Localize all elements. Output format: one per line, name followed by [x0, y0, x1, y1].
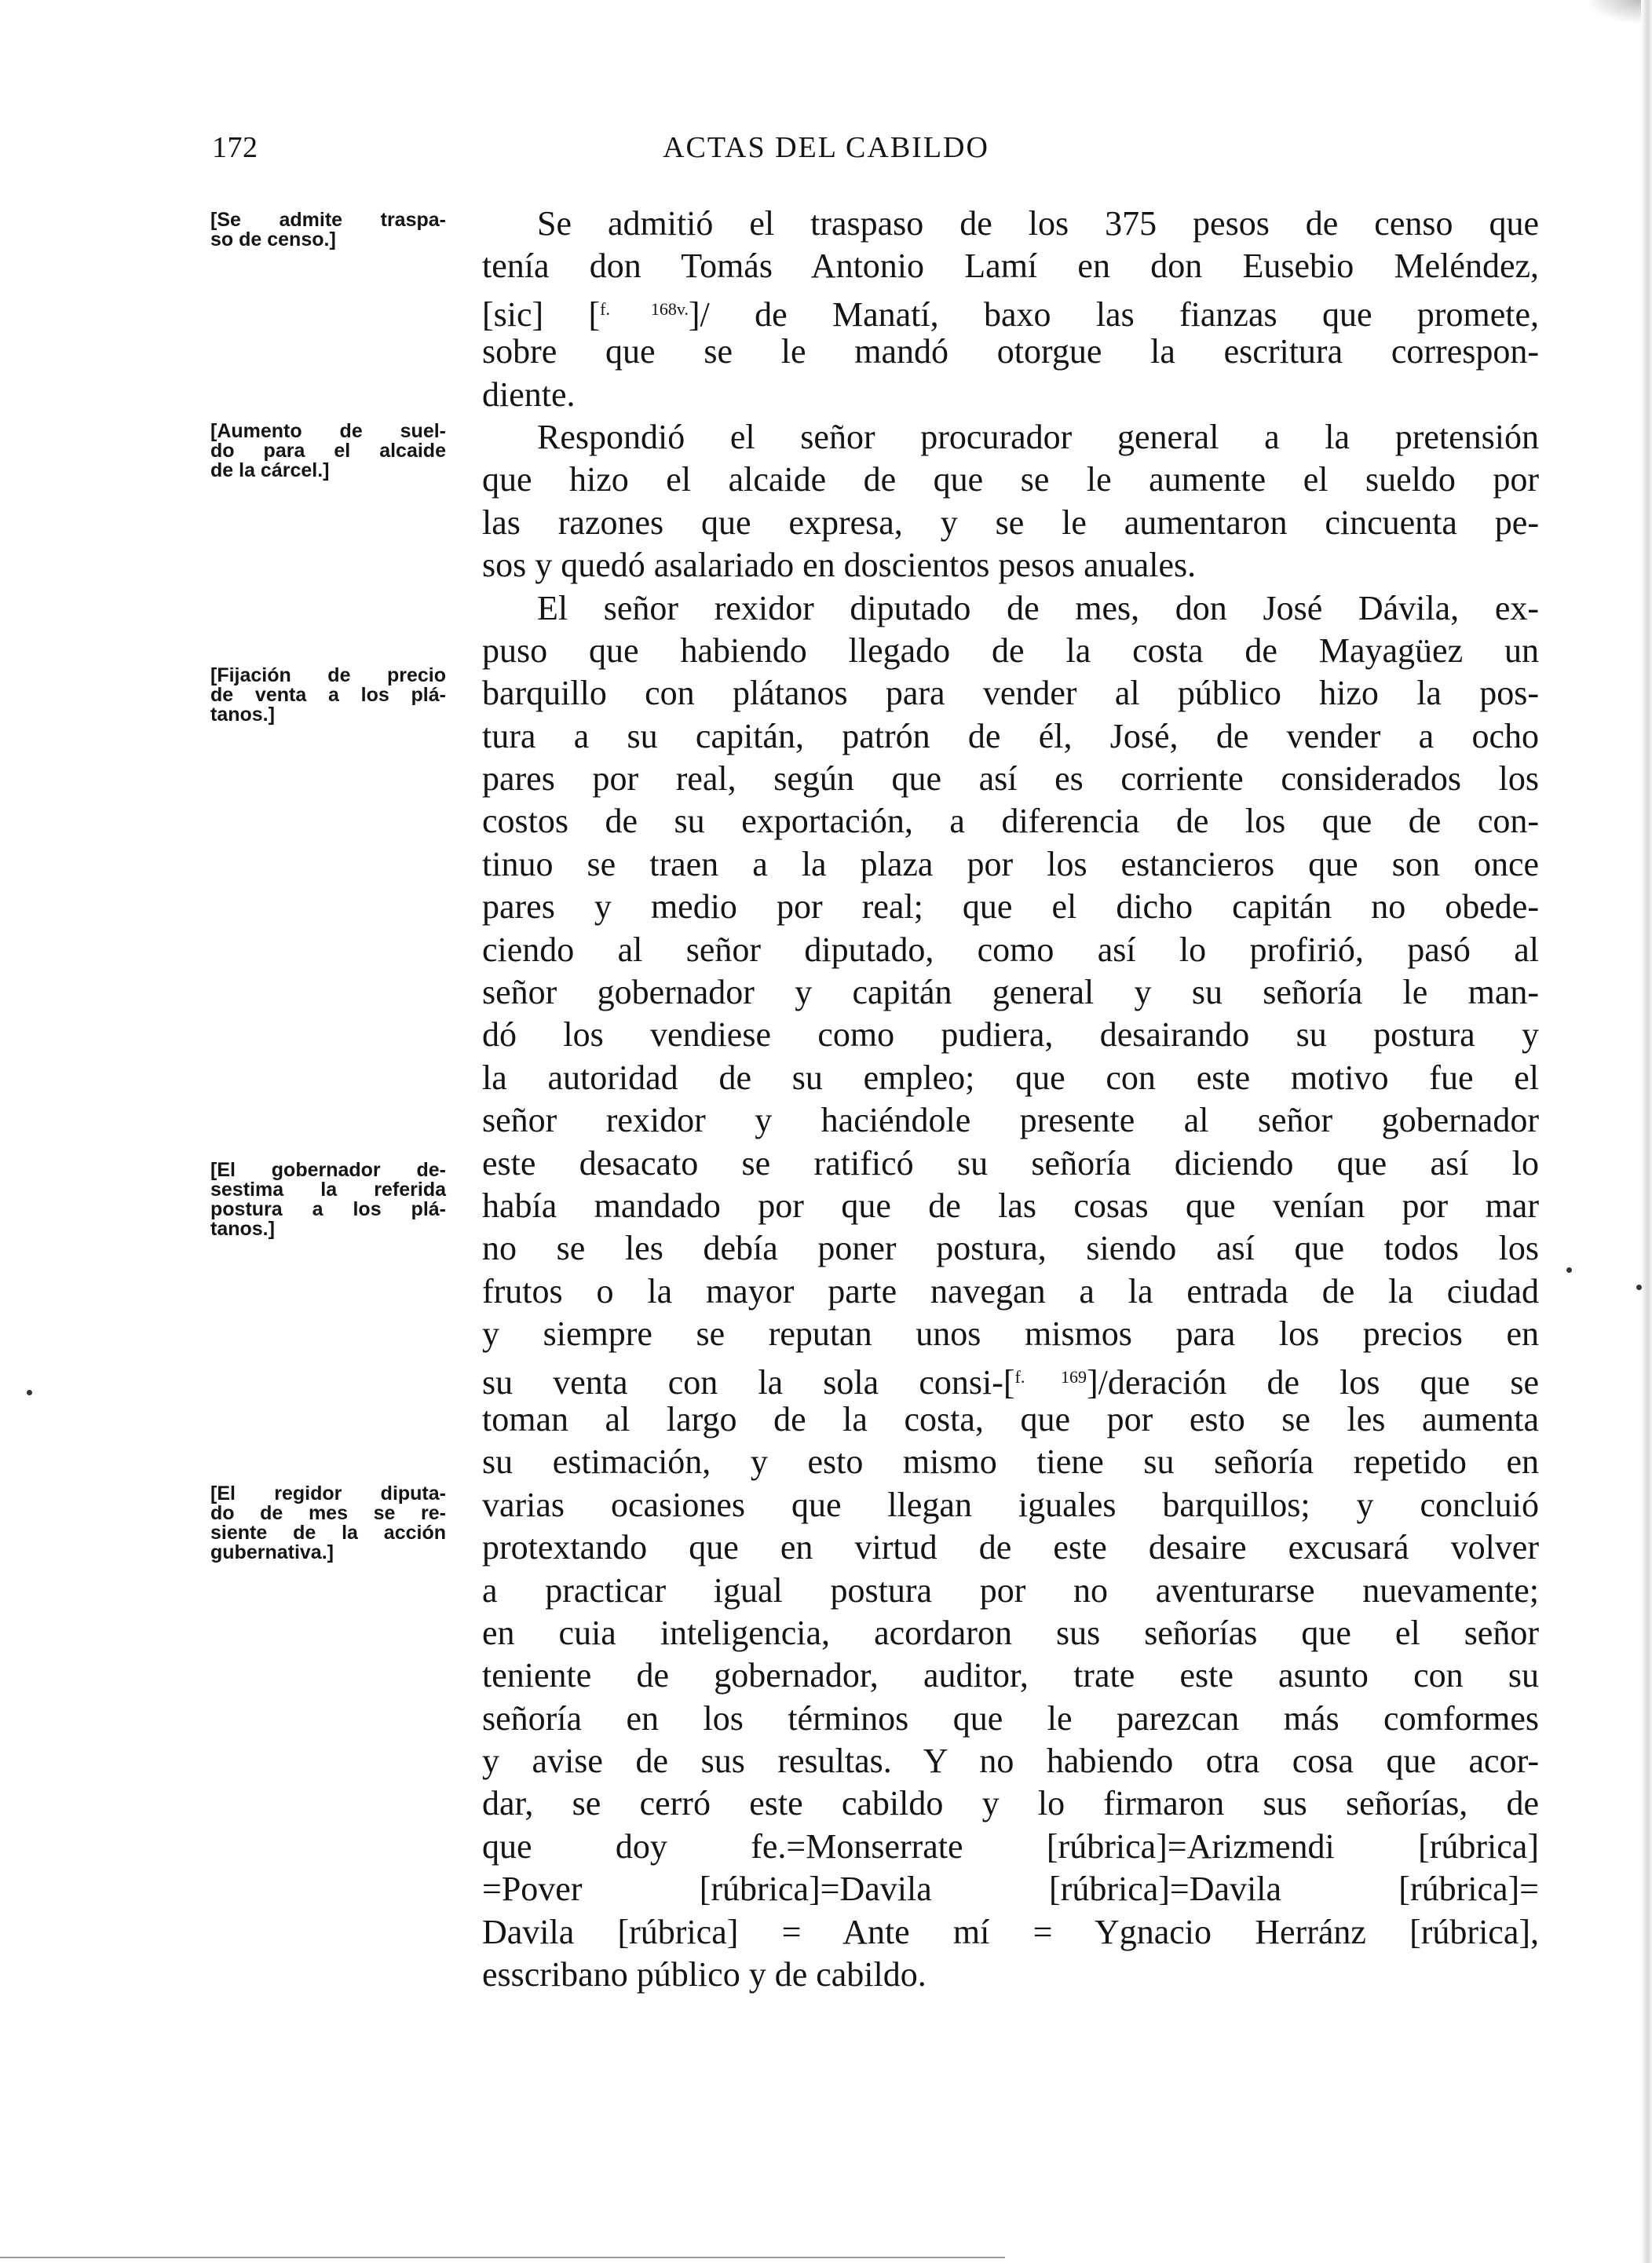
body-line: señor gobernador y capitán general y su señoría le man- [482, 973, 1539, 1012]
stray-mark [1566, 1267, 1572, 1273]
body-line: El señor rexidor diputado de mes, don José Dávila, ex- [537, 588, 1539, 627]
body-line: Davila [rúbrica] = Ante mí = Ygnacio Herránz [rúbrica], [482, 1912, 1539, 1951]
body-line: teniente de gobernador, auditor, trate este asunto con su [482, 1656, 1539, 1695]
margin-note-line: [Fijación de precio [210, 664, 446, 686]
page-number: 172 [212, 131, 258, 164]
body-text-fragment: [sic] [ [482, 294, 601, 334]
running-head: ACTAS DEL CABILDO [663, 131, 989, 164]
body-line: en cuia inteligencia, acordaron sus señorías que el señor [482, 1613, 1539, 1652]
scan-edge-shadow [1641, 0, 1652, 2263]
body-line: =Pover [rúbrica]=Davila [rúbrica]=Davila [rúbrica]= [482, 1870, 1539, 1909]
margin-note-line: gubernativa.] [210, 1541, 334, 1563]
body-line: frutos o la mayor parte navegan a la entrada de la ciudad [482, 1271, 1539, 1311]
margin-note-line: siente de la acción [210, 1522, 446, 1544]
folio-reference: f. 168v. [600, 298, 689, 319]
body-line: señor rexidor y haciéndole presente al señor gobernador [482, 1101, 1539, 1140]
margin-note-line: do para el alcaide [210, 440, 446, 462]
body-line: tura a su capitán, patrón de él, José, de vender a ocho [482, 716, 1539, 755]
margin-note-line: so de censo.] [210, 228, 336, 250]
folio-reference: f. 169 [1014, 1366, 1087, 1387]
body-line: tenía don Tomás Antonio Lamí en don Eusebio Meléndez, [482, 247, 1539, 286]
stray-mark [1636, 1285, 1642, 1290]
body-line: esscribano público y de cabildo. [482, 1955, 927, 1994]
body-line: este desacato se ratificó su señoría diciendo que así lo [482, 1143, 1539, 1183]
body-line: Respondió el señor procurador general a la pretensión [537, 417, 1539, 456]
body-line: costos de su exportación, a diferencia de los que de con- [482, 802, 1539, 841]
body-line: dó los vendiese como pudiera, desairando su postura y [482, 1015, 1539, 1055]
margin-note-line: sestima la referida [210, 1179, 446, 1201]
margin-note-traspaso-censo [210, 210, 446, 250]
body-line: que doy fe.=Monserrate [rúbrica]=Arizmendi [rúbrica] [482, 1826, 1539, 1866]
body-line-foliation [482, 288, 1539, 334]
body-line: que hizo el alcaide de que se le aumente el sueldo por [482, 460, 1539, 499]
body-text-fragment: ]/ de Manatí, baxo las fianzas que promete, [688, 294, 1539, 334]
body-line: puso que habiendo llegado de la costa de Mayagüez un [482, 631, 1539, 670]
margin-note-aumento-sueldo [210, 422, 446, 481]
margin-note-line: postura a los plá- [210, 1198, 446, 1220]
body-line: barquillo con plátanos para vender al público hizo la pos- [482, 674, 1539, 713]
body-line: a practicar igual postura por no aventurarse nuevamente; [482, 1570, 1539, 1610]
scan-corner-smudge [1586, 0, 1641, 24]
body-line: pares y medio por real; que el dicho capitán no obede- [482, 887, 1539, 927]
body-line: y siempre se reputan unos mismos para los precios en [482, 1314, 1539, 1354]
margin-note-line: de la cárcel.] [210, 459, 330, 481]
margin-note-line: [El gobernador de- [210, 1159, 446, 1181]
margin-note-line: [Aumento de suel- [210, 420, 446, 442]
margin-note-regidor-resiente [210, 1484, 446, 1563]
body-line: había mandado por que de las cosas que venían por mar [482, 1186, 1539, 1225]
body-line: toman al largo de la costa, que por esto se les aumenta [482, 1399, 1539, 1439]
margin-note-line: do de mes se re- [210, 1502, 446, 1524]
body-line-foliation [482, 1356, 1540, 1402]
body-line: protextando que en virtud de este desaire excusará volver [482, 1528, 1539, 1567]
margin-note-line: [El regidor diputa- [210, 1482, 446, 1504]
margin-note-line: tanos.] [210, 1218, 275, 1240]
stray-mark [27, 1390, 32, 1395]
body-text [482, 203, 1539, 1996]
margin-note-line: de venta a los plá- [210, 684, 446, 706]
body-line: y avise de sus resultas. Y no habiendo otra cosa que acor- [482, 1742, 1539, 1781]
margin-note-line: tanos.] [210, 704, 275, 726]
body-line: sos y quedó asalariado en doscientos pesos anuales. [482, 546, 1197, 585]
body-line: las razones que expresa, y se le aumentaron cincuenta pe- [482, 503, 1539, 542]
body-line: su estimación, y esto mismo tiene su señoría repetido en [482, 1442, 1539, 1482]
margin-note-line: [Se admite traspa- [210, 209, 446, 231]
body-line: sobre que se le mandó otorgue la escritura correspon- [482, 332, 1539, 371]
body-line: no se les debía poner postura, siendo así que todos los [482, 1229, 1539, 1268]
body-line: pares por real, según que así es corriente considerados los [482, 759, 1539, 799]
body-line: varias ocasiones que llegan iguales barquillos; y concluió [482, 1485, 1539, 1524]
body-line: tinuo se traen a la plaza por los estancieros que son once [482, 844, 1539, 883]
body-text-fragment: ]/deración de los que se [1087, 1362, 1540, 1402]
body-line: la autoridad de su empleo; que con este motivo fue el [482, 1058, 1539, 1097]
body-text-fragment: su venta con la sola consi-[ [482, 1362, 1015, 1402]
body-line: Se admitió el traspaso de los 375 pesos de censo que [537, 204, 1539, 243]
body-line: dar, se cerró este cabildo y lo firmaron sus señorías, de [482, 1784, 1539, 1823]
margin-note-fijacion-precio [210, 666, 446, 725]
body-line: diente. [482, 375, 576, 414]
body-line: señoría en los términos que le parezcan más comformes [482, 1698, 1539, 1738]
margin-note-gobernador-desestima [210, 1161, 446, 1239]
body-line: ciendo al señor diputado, como así lo profirió, pasó al [482, 930, 1539, 969]
scan-bottom-edge [0, 2257, 1005, 2258]
